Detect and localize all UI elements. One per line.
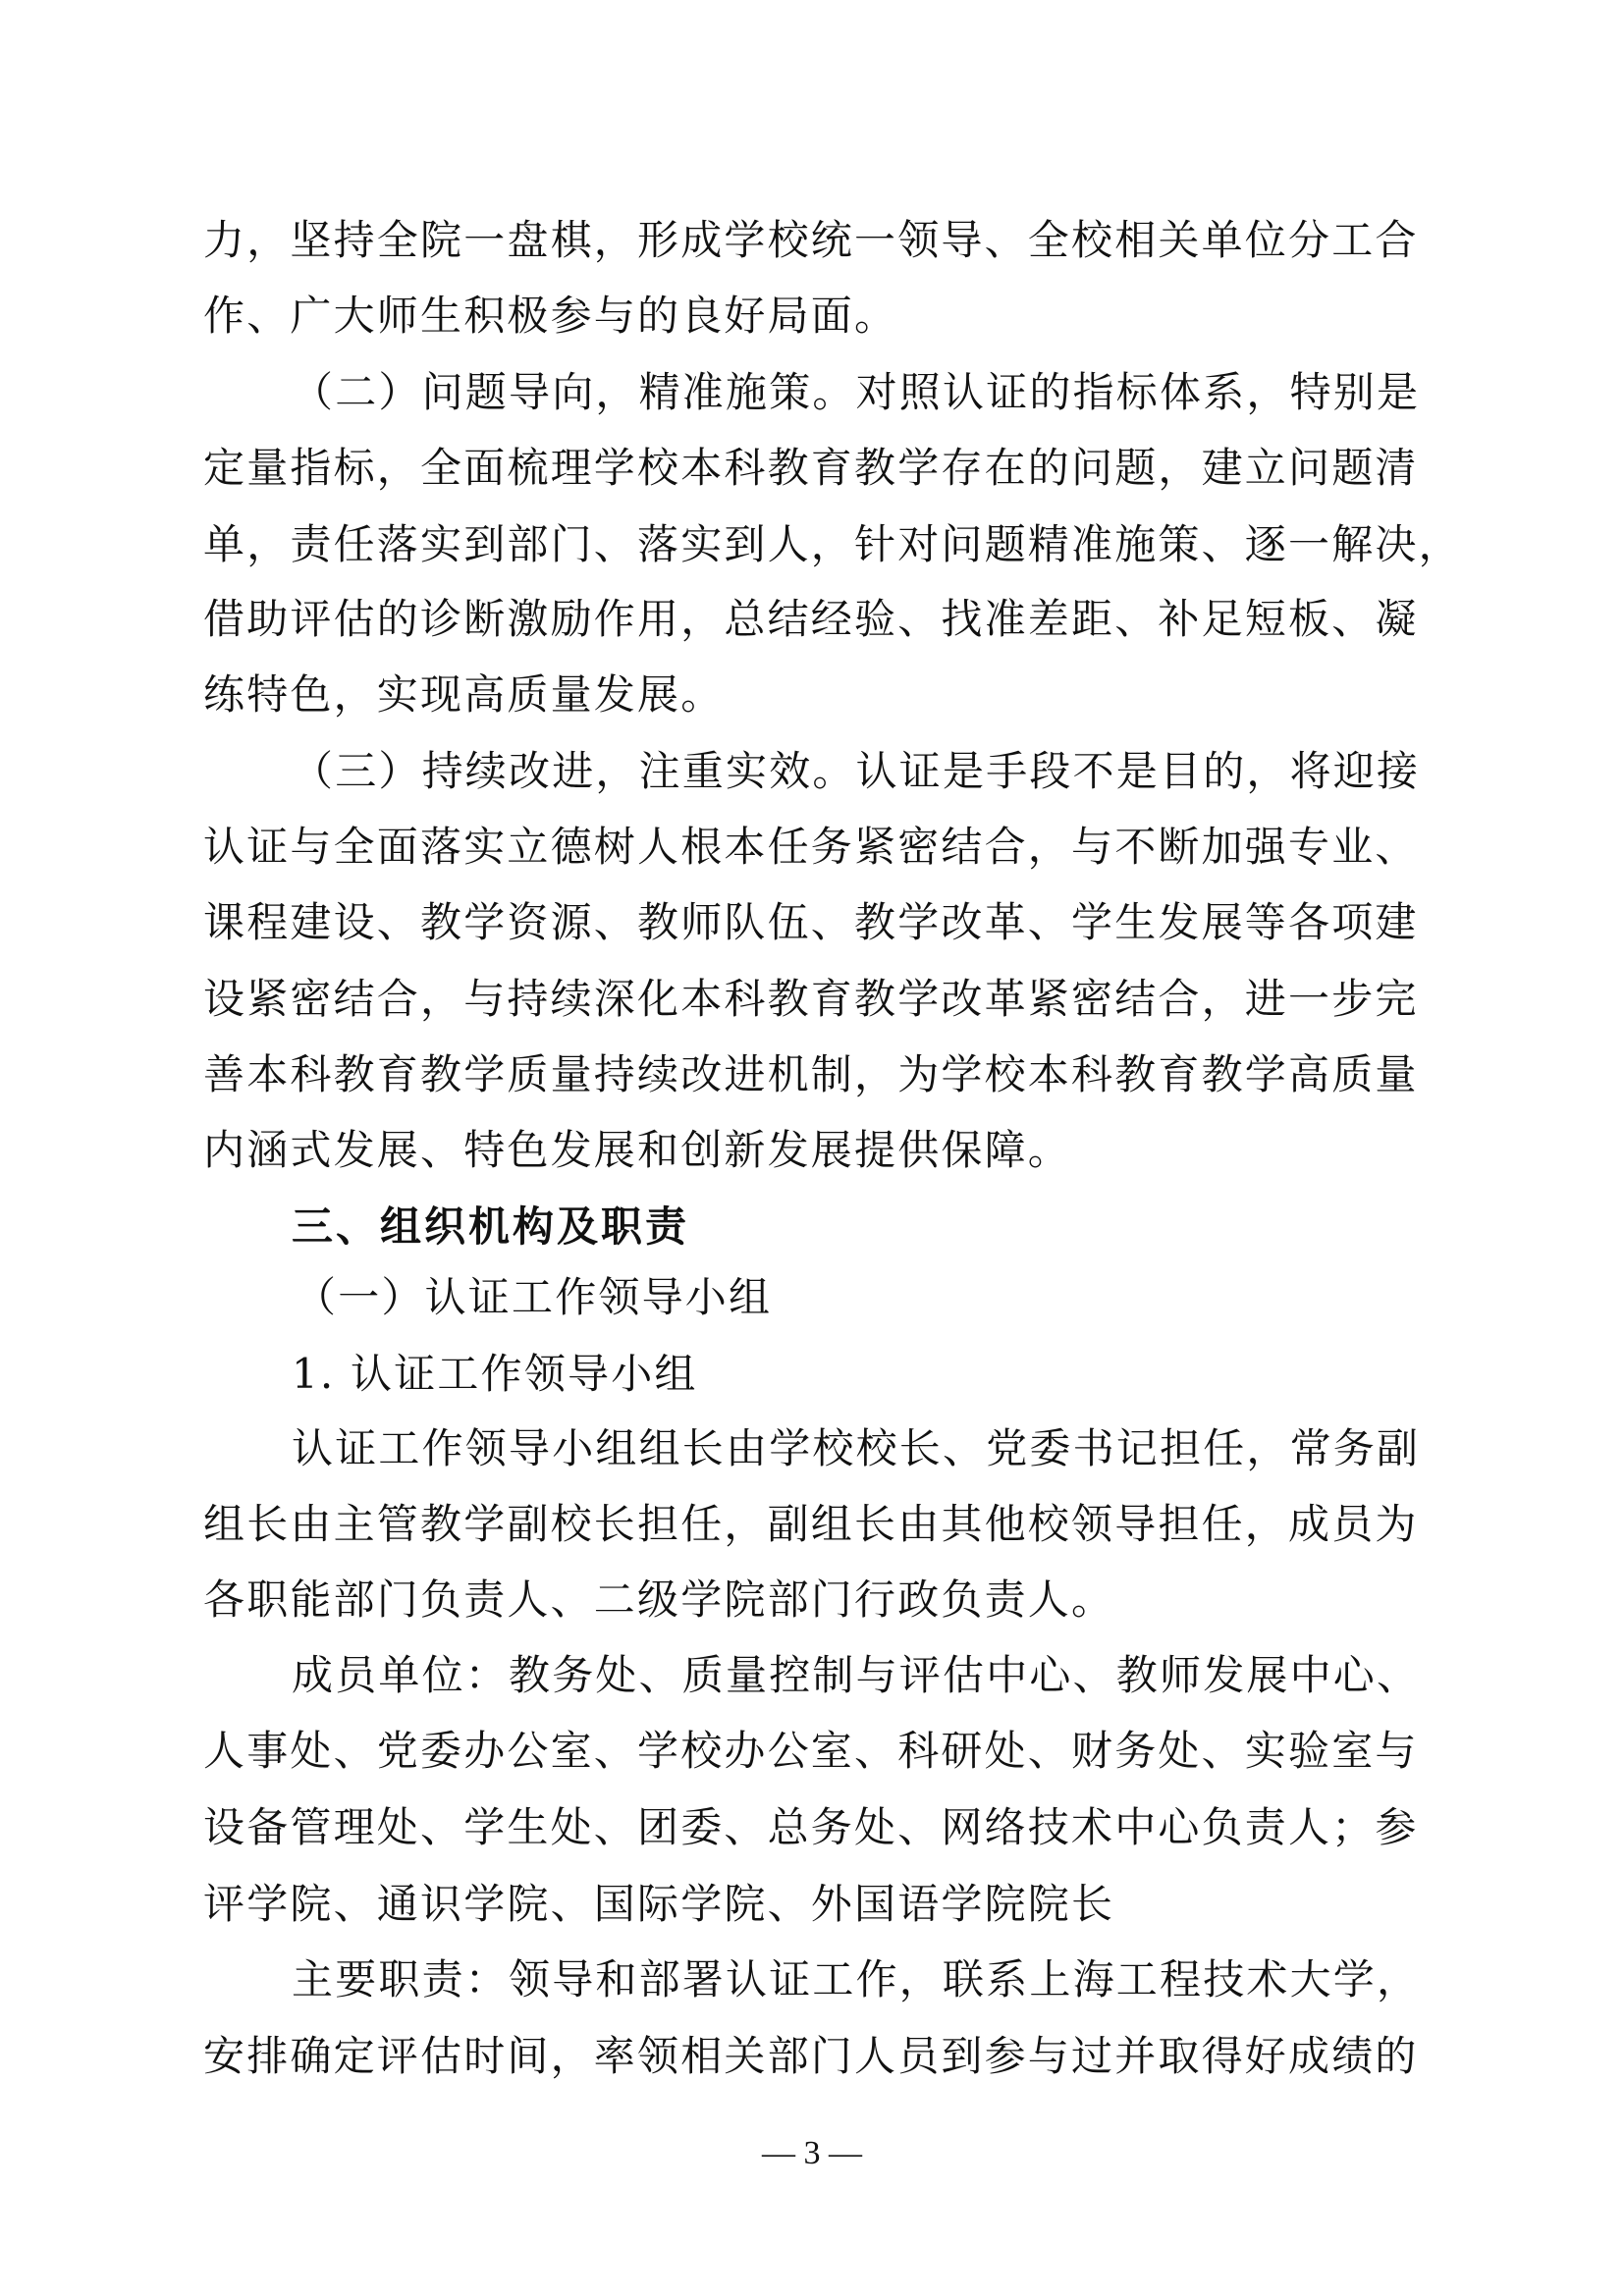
paragraph-line: 作、广大师生积极参与的良好局面。 (203, 292, 898, 340)
paragraph-line: 借助评估的诊断激励作用，总结经验、找准差距、补足短板、凝 (203, 595, 1419, 643)
subsection-2-line: （二）问题导向，精准施策。对照认证的指标体系，特别是 (292, 368, 1421, 416)
paragraph-line: 安排确定评估时间，率领相关部门人员到参与过并取得好成绩的 (203, 2032, 1419, 2080)
paragraph-line: 课程建设、教学资源、教师队伍、教学改革、学生发展等各项建 (203, 898, 1419, 946)
paragraph-line: 练特色，实现高质量发展。 (203, 670, 725, 719)
section-heading: 三、组织机构及职责 (292, 1202, 690, 1251)
paragraph-line: 力，坚持全院一盘棋，形成学校统一领导、全校相关单位分工合 (203, 216, 1419, 264)
paragraph-line: 单，责任落实到部门、落实到人，针对问题精准施策、逐一解决， (203, 520, 1462, 568)
subsection-heading: （一）认证工作领导小组 (295, 1273, 773, 1321)
paragraph-line: 设备管理处、学生处、团委、总务处、网络技术中心负责人；参 (203, 1803, 1419, 1851)
paragraph-line: 定量指标，全面梳理学校本科教育教学存在的问题，建立问题清 (203, 444, 1419, 492)
paragraph-line: 认证与全面落实立德树人根本任务紧密结合，与不断加强专业、 (203, 823, 1419, 871)
paragraph-line: 组长由主管教学副校长担任，副组长由其他校领导担任，成员为 (203, 1500, 1419, 1548)
paragraph-line: 各职能部门负责人、二级学院部门行政负责人。 (203, 1575, 1115, 1624)
item-heading: 1. 认证工作领导小组 (292, 1350, 698, 1398)
page-number: — 3 — (762, 2135, 862, 2171)
paragraph-line: 设紧密结合，与持续深化本科教育教学改革紧密结合，进一步完 (203, 975, 1419, 1023)
paragraph-line: 认证工作领导小组组长由学校校长、党委书记担任，常务副 (292, 1424, 1421, 1472)
paragraph-line: 评学院、通识学院、国际学院、外国语学院院长 (203, 1880, 1115, 1928)
paragraph-line: 内涵式发展、特色发展和创新发展提供保障。 (203, 1126, 1072, 1174)
paragraph-line: 善本科教育教学质量持续改进机制，为学校本科教育教学高质量 (203, 1050, 1419, 1098)
paragraph-line: 人事处、党委办公室、学校办公室、科研处、财务处、实验室与 (203, 1727, 1419, 1775)
paragraph-line: 成员单位：教务处、质量控制与评估中心、教师发展中心、 (292, 1651, 1421, 1699)
paragraph-line: 主要职责：领导和部署认证工作，联系上海工程技术大学， (292, 1955, 1421, 2003)
subsection-3-line: （三）持续改进，注重实效。认证是手段不是目的，将迎接 (292, 747, 1421, 795)
